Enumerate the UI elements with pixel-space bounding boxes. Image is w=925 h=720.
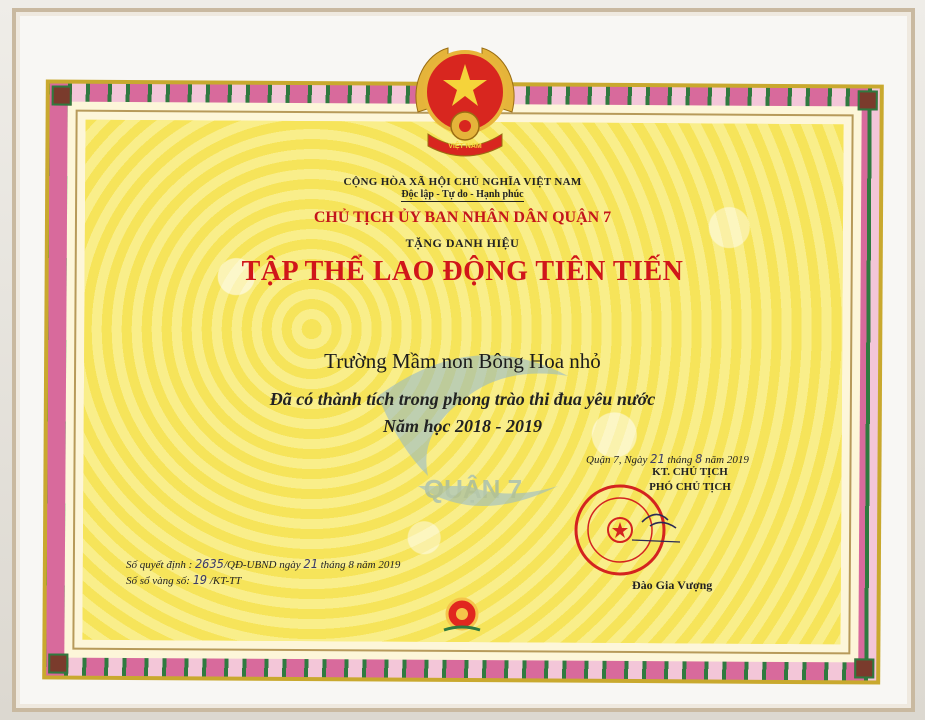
issuer: CHỦ TỊCH ỦY BAN NHÂN DÂN QUẬN 7 — [313, 209, 612, 226]
award-title: TẬP THỂ LAO ĐỘNG TIÊN TIẾN — [241, 256, 684, 287]
date-month: 8 — [695, 452, 703, 466]
decision-number: 2635 — [195, 557, 224, 571]
corner-ornament-top-right — [858, 90, 878, 110]
decision-rest: tháng 8 năm 2019 — [320, 559, 401, 571]
date-month-label: tháng — [667, 454, 693, 466]
date-year: năm 2019 — [705, 454, 749, 466]
decision-suffix: /QĐ-UBND ngày — [223, 559, 301, 571]
corner-ornament-top-left — [52, 85, 72, 105]
award-label: TẶNG DANH HIỆU — [405, 236, 520, 250]
state-name: CỘNG HÒA XÃ HỘI CHỦ NGHĨA VIỆT NAM — [343, 176, 582, 188]
date-prefix: Quận 7, Ngày — [586, 454, 648, 466]
achievement-line: Đã có thành tích trong phong trào thi đua yêu nước — [269, 389, 656, 409]
bottom-ornament-icon — [440, 596, 484, 636]
book-line — [126, 573, 400, 589]
book-label: Số sổ vàng số: — [126, 575, 190, 587]
decision-label: Số quyết định : — [126, 559, 193, 571]
corner-ornament-bottom-right — [854, 658, 874, 678]
corner-ornament-bottom-left — [48, 653, 68, 673]
signer-name: Đào Gia Vượng — [632, 578, 713, 592]
national-emblem-icon — [404, 42, 526, 160]
signatory-title-2: PHÓ CHỦ TỊCH — [649, 481, 731, 493]
motto-line — [0, 189, 925, 200]
decision-day: 21 — [303, 557, 318, 571]
issue-date — [586, 452, 749, 466]
watermark-text: QUẬN 7 — [423, 474, 523, 504]
date-day: 21 — [650, 452, 665, 466]
motto: Độc lập - Tự do - Hạnh phúc — [401, 189, 524, 200]
signatory-title-1: KT. CHỦ TỊCH — [652, 466, 728, 478]
book-suffix: /KT-TT — [209, 575, 242, 587]
reference-numbers — [126, 557, 400, 589]
emblem-ribbon-text: VIỆT NAM — [448, 143, 482, 150]
school-year: Năm học 2018 - 2019 — [383, 416, 542, 436]
official-stamp-icon — [572, 480, 682, 580]
book-number: 19 — [192, 573, 208, 587]
decision-line — [126, 557, 400, 573]
recipient-name: Trường Mầm non Bông Hoa nhỏ — [324, 349, 601, 373]
